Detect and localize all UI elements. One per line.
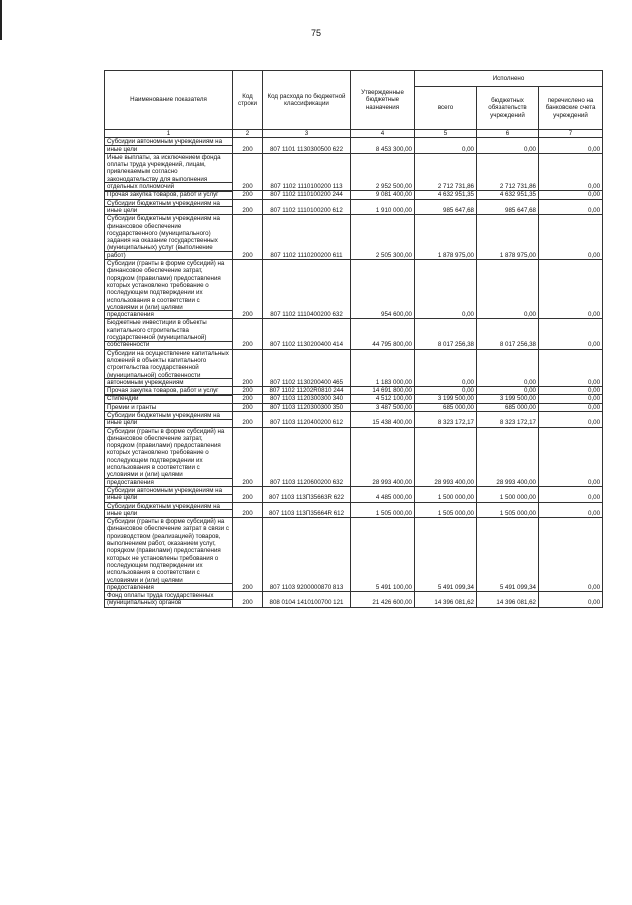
indicator-name-text: Субсидии (гранты в форме субсидий) на финансовое обеспечение затрат, порядком (правилами) предоставления которых установлено требование о последующем подтверждении их использования в соответствии с условиями и (или) целями предоставления xyxy=(107,427,225,486)
indicator-name-text: Субсидии бюджетным учреждениям на иные цели xyxy=(107,199,220,214)
approved-amount: 15 438 400,00 xyxy=(351,411,415,427)
executed-total: 0,00 xyxy=(415,260,477,319)
header-transferred: перечислено на банковские счета учреждений xyxy=(539,87,603,130)
indicator-name xyxy=(105,153,233,190)
indicator-name-text: Субсидии (гранты в форме субсидий) на финансовое обеспечение затрат, порядком (правилами) предоставления которых установлено требование о последующем подтверждении их использования в соответствии с условиями и (или) целями предоставления xyxy=(107,260,225,319)
executed-obligations: 1 878 975,00 xyxy=(477,215,539,260)
row-divider xyxy=(105,494,232,495)
indicator-name-text: Субсидии (гранты в форме субсидий) на финансовое обеспечение затрат в связи с производством (реализацией) товаров, выполнением работ, оказанием услуг, порядком (правилами) предоставления которых не установлены требования о последующем подтверждении их использования в соответствии с условиями и (или) целями предоставления xyxy=(107,518,230,591)
header-budget-liabilities: бюджетных обязательств учреждений xyxy=(477,87,539,130)
approved-amount: 1 910 000,00 xyxy=(351,199,415,215)
indicator-name-text: Фонд оплаты труда государственных (муниципальных) органов xyxy=(107,592,214,607)
executed-obligations: 5 491 099,34 xyxy=(477,518,539,592)
line-code: 200 xyxy=(233,486,263,502)
approved-amount: 5 491 100,00 xyxy=(351,518,415,592)
row-divider xyxy=(105,509,232,510)
line-code: 200 xyxy=(233,502,263,518)
line-code: 200 xyxy=(233,403,263,411)
line-code: 200 xyxy=(233,319,263,349)
executed-transferred: 0,00 xyxy=(539,387,603,395)
executed-transferred: 0,00 xyxy=(539,215,603,260)
executed-obligations: 8 323 172,17 xyxy=(477,411,539,427)
table-row xyxy=(105,387,603,395)
row-divider xyxy=(105,378,232,379)
indicator-name-text: Субсидии бюджетным учреждениям на иные цели xyxy=(107,411,220,427)
executed-obligations: 28 993 400,00 xyxy=(477,427,539,486)
row-divider xyxy=(105,478,232,479)
line-code: 200 xyxy=(233,395,263,403)
executed-transferred: 0,00 xyxy=(539,403,603,411)
indicator-name-text: Бюджетные инвестиции в объекты капитального строительства государственной (муниципальной) собственности xyxy=(107,319,207,349)
table-row xyxy=(105,486,603,502)
executed-total: 8 323 172,17 xyxy=(415,411,477,427)
indicator-name xyxy=(105,486,233,502)
indicator-name xyxy=(105,518,233,592)
table-row xyxy=(105,502,603,518)
executed-transferred: 0,00 xyxy=(539,191,603,199)
row-divider xyxy=(105,599,232,600)
indicator-name-text: Субсидии бюджетным учреждениям на иные цели xyxy=(107,502,220,517)
line-code: 200 xyxy=(233,215,263,260)
approved-amount: 2 952 500,00 xyxy=(351,153,415,190)
table-row xyxy=(105,191,603,199)
row-divider xyxy=(105,419,232,420)
line-code: 200 xyxy=(233,427,263,486)
row-divider xyxy=(105,387,232,388)
expense-code: 807 1102 1110400200 632 xyxy=(263,260,351,319)
indicator-name-text: Премии и гранты xyxy=(107,403,157,411)
column-number: 2 xyxy=(233,130,263,138)
executed-obligations: 4 632 951,35 xyxy=(477,191,539,199)
executed-total: 4 632 951,35 xyxy=(415,191,477,199)
indicator-name xyxy=(105,191,233,199)
executed-obligations: 685 000,00 xyxy=(477,403,539,411)
executed-obligations: 0,00 xyxy=(477,260,539,319)
executed-obligations: 8 017 256,38 xyxy=(477,319,539,349)
line-code: 200 xyxy=(233,592,263,608)
expense-code: 808 0104 1410100700 121 xyxy=(263,592,351,608)
row-divider xyxy=(105,191,232,192)
executed-total: 1 878 975,00 xyxy=(415,215,477,260)
expense-code: 807 1103 113П35663R 622 xyxy=(263,486,351,502)
table-row xyxy=(105,592,603,608)
line-code: 200 xyxy=(233,387,263,395)
executed-total: 14 396 081,62 xyxy=(415,592,477,608)
header-row-code: Код строки xyxy=(233,71,263,130)
executed-total: 685 000,00 xyxy=(415,403,477,411)
column-number-row xyxy=(105,130,603,138)
executed-obligations: 0,00 xyxy=(477,138,539,154)
expense-code: 807 1102 1110100200 113 xyxy=(263,153,351,190)
line-code: 200 xyxy=(233,191,263,199)
executed-transferred: 0,00 xyxy=(539,138,603,154)
expense-code: 807 1103 1120300300 350 xyxy=(263,403,351,411)
table-row xyxy=(105,260,603,319)
column-number: 3 xyxy=(263,130,351,138)
executed-transferred: 0,00 xyxy=(539,395,603,403)
expense-code: 807 1102 1110200200 611 xyxy=(263,215,351,260)
indicator-name xyxy=(105,215,233,260)
header-indicator-name: Наименование показателя xyxy=(105,71,233,130)
executed-transferred: 0,00 xyxy=(539,502,603,518)
executed-obligations: 0,00 xyxy=(477,387,539,395)
line-code: 200 xyxy=(233,199,263,215)
executed-transferred: 0,00 xyxy=(539,427,603,486)
expense-code: 807 1102 11202R0810 244 xyxy=(263,387,351,395)
executed-total: 8 017 256,38 xyxy=(415,319,477,349)
executed-transferred: 0,00 xyxy=(539,411,603,427)
executed-total: 5 491 099,34 xyxy=(415,518,477,592)
indicator-name xyxy=(105,592,233,608)
executed-obligations: 2 712 731,86 xyxy=(477,153,539,190)
executed-total: 0,00 xyxy=(415,349,477,386)
indicator-name xyxy=(105,138,233,154)
executed-total: 0,00 xyxy=(415,138,477,154)
budget-execution-table xyxy=(104,70,603,608)
table-row xyxy=(105,153,603,190)
executed-transferred: 0,00 xyxy=(539,486,603,502)
executed-transferred: 0,00 xyxy=(539,319,603,349)
indicator-name-text: Прочая закупка товаров, работ и услуг xyxy=(107,387,219,395)
indicator-name xyxy=(105,199,233,215)
header-executed: Исполнено xyxy=(415,71,603,87)
table-row xyxy=(105,395,603,403)
table-row xyxy=(105,199,603,215)
column-number: 7 xyxy=(539,130,603,138)
expense-code: 807 1102 1110100200 244 xyxy=(263,191,351,199)
table-row xyxy=(105,319,603,349)
column-number: 1 xyxy=(105,130,233,138)
approved-amount: 4 485 000,00 xyxy=(351,486,415,502)
table-row xyxy=(105,403,603,411)
indicator-name xyxy=(105,349,233,386)
header-total: всего xyxy=(415,87,477,130)
header-expense-code: Код расхода по бюджетной классификации xyxy=(263,71,351,130)
executed-total: 28 993 400,00 xyxy=(415,427,477,486)
executed-transferred: 0,00 xyxy=(539,199,603,215)
expense-code: 807 1102 1110100200 612 xyxy=(263,199,351,215)
column-number: 6 xyxy=(477,130,539,138)
expense-code: 807 1103 1120600200 632 xyxy=(263,427,351,486)
expense-code: 807 1103 1120300300 340 xyxy=(263,395,351,403)
row-divider xyxy=(105,145,232,146)
indicator-name xyxy=(105,319,233,349)
indicator-name-text: Субсидии на осуществление капитальных вложений в объекты капитального строительства государственной (муниципальной) собственности автономным учреждениям xyxy=(107,349,229,386)
executed-transferred: 0,00 xyxy=(539,518,603,592)
page-number: 75 xyxy=(310,28,321,38)
executed-transferred: 0,00 xyxy=(539,260,603,319)
approved-amount: 28 993 400,00 xyxy=(351,427,415,486)
header-approved: Утвержденные бюджетные назначения xyxy=(351,71,415,130)
table-row xyxy=(105,518,603,592)
approved-amount: 21 426 600,00 xyxy=(351,592,415,608)
table-row xyxy=(105,427,603,486)
indicator-name xyxy=(105,427,233,486)
executed-total: 985 647,68 xyxy=(415,199,477,215)
expense-code: 807 1101 1130300500 622 xyxy=(263,138,351,154)
executed-total: 2 712 731,86 xyxy=(415,153,477,190)
approved-amount: 954 600,00 xyxy=(351,260,415,319)
approved-amount: 1 505 000,00 xyxy=(351,502,415,518)
indicator-name xyxy=(105,411,233,427)
indicator-name-text: Прочая закупка товаров, работ и услуг xyxy=(107,191,219,199)
row-divider xyxy=(105,583,232,584)
executed-obligations: 1 500 000,00 xyxy=(477,486,539,502)
expense-code: 807 1103 9200000870 813 xyxy=(263,518,351,592)
indicator-name-text: Субсидии автономным учреждениям на иные цели xyxy=(107,138,223,153)
expense-code: 807 1102 1130200400 414 xyxy=(263,319,351,349)
indicator-name xyxy=(105,502,233,518)
executed-obligations: 3 199 500,00 xyxy=(477,395,539,403)
executed-total: 3 199 500,00 xyxy=(415,395,477,403)
indicator-name-text: Субсидии автономным учреждениям на иные цели xyxy=(107,486,223,502)
row-divider xyxy=(105,251,232,252)
table-row xyxy=(105,215,603,260)
executed-transferred: 0,00 xyxy=(539,592,603,608)
row-divider xyxy=(105,206,232,207)
indicator-name-text: Стипендии xyxy=(107,395,139,403)
row-divider xyxy=(105,310,232,311)
line-code: 200 xyxy=(233,260,263,319)
indicator-name xyxy=(105,260,233,319)
approved-amount: 2 505 300,00 xyxy=(351,215,415,260)
expense-code: 807 1103 1120400200 612 xyxy=(263,411,351,427)
expense-code: 807 1103 113П35664R 612 xyxy=(263,502,351,518)
approved-amount: 4 512 100,00 xyxy=(351,395,415,403)
executed-transferred: 0,00 xyxy=(539,153,603,190)
row-divider xyxy=(105,403,232,404)
approved-amount: 1 183 000,00 xyxy=(351,349,415,386)
indicator-name xyxy=(105,387,233,395)
executed-total: 1 505 000,00 xyxy=(415,502,477,518)
line-code: 200 xyxy=(233,411,263,427)
line-code: 200 xyxy=(233,518,263,592)
executed-transferred: 0,00 xyxy=(539,349,603,386)
executed-obligations: 14 396 081,62 xyxy=(477,592,539,608)
approved-amount: 8 453 300,00 xyxy=(351,138,415,154)
approved-amount: 14 691 800,00 xyxy=(351,387,415,395)
row-divider xyxy=(105,341,232,342)
column-number: 5 xyxy=(415,130,477,138)
row-divider xyxy=(105,182,232,183)
indicator-name xyxy=(105,403,233,411)
indicator-name-text: Субсидии бюджетным учреждениям на финансовое обеспечение государственного (муниципального) задания на оказание государственных (муниципальных) услуг (выполнение работ) xyxy=(107,215,220,259)
executed-total: 0,00 xyxy=(415,387,477,395)
approved-amount: 3 487 500,00 xyxy=(351,403,415,411)
table-row xyxy=(105,138,603,154)
approved-amount: 44 795 800,00 xyxy=(351,319,415,349)
expense-code: 807 1102 1130200400 465 xyxy=(263,349,351,386)
row-divider xyxy=(105,395,232,396)
table-row xyxy=(105,411,603,427)
column-number: 4 xyxy=(351,130,415,138)
executed-obligations: 1 505 000,00 xyxy=(477,502,539,518)
line-code: 200 xyxy=(233,153,263,190)
executed-total: 1 500 000,00 xyxy=(415,486,477,502)
line-code: 200 xyxy=(233,349,263,386)
executed-obligations: 0,00 xyxy=(477,349,539,386)
approved-amount: 9 081 400,00 xyxy=(351,191,415,199)
table-row xyxy=(105,349,603,386)
indicator-name-text: Иные выплаты, за исключением фонда оплаты труда учреждений, лицам, привлекаемым согласно законодательству для выполнения отдельных полномочий xyxy=(107,153,221,191)
executed-obligations: 985 647,68 xyxy=(477,199,539,215)
indicator-name xyxy=(105,395,233,403)
line-code: 200 xyxy=(233,138,263,154)
